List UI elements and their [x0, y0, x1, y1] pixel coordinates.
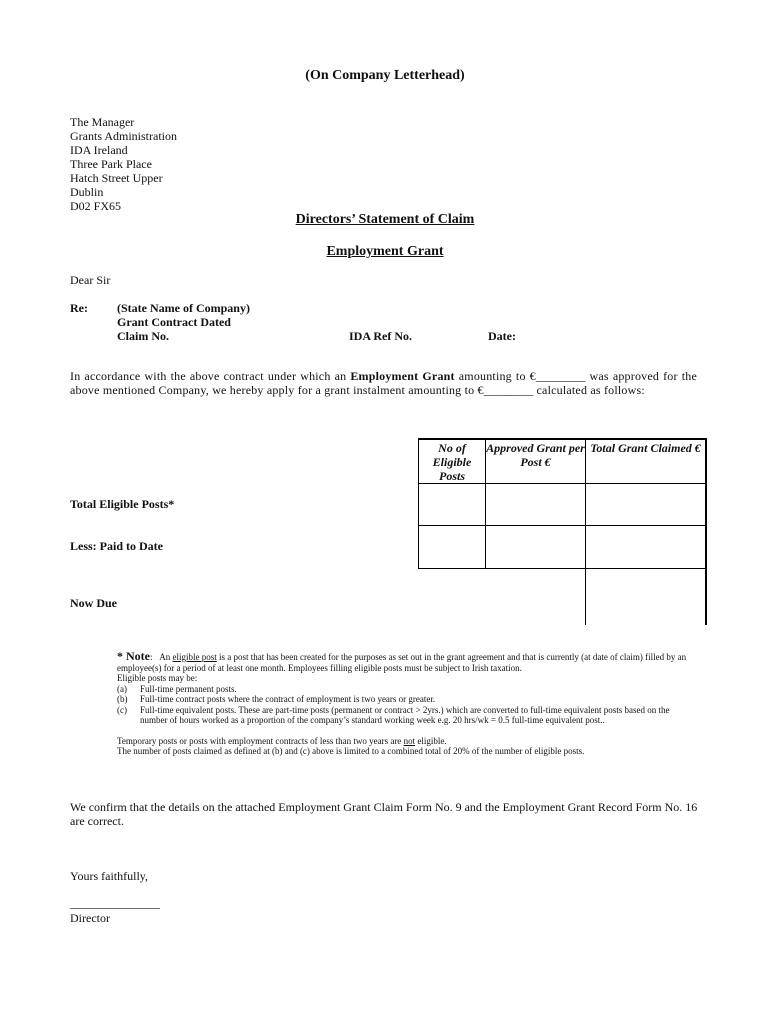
document-title: Directors’ Statement of Claim: [295, 212, 475, 227]
note-temporary-posts: Temporary posts or posts with employment contracts of less than two years are not eligible.: [117, 735, 447, 746]
header-total-grant: Total Grant Claimed €: [586, 439, 707, 484]
note-limit: The number of posts claimed as defined at (b) and (c) above is limited to a combined total of 20% of the number of eligible posts.: [117, 746, 585, 756]
cell-now-due-total[interactable]: [586, 569, 707, 626]
row-label-now-due: Now Due: [70, 596, 117, 610]
confirmation-statement: We confirm that the details on the attached Employment Grant Claim Form No. 9 and the Employment Grant Record Form No. 16 are correct.: [70, 800, 698, 828]
re-block: [117, 301, 250, 343]
recipient-address: [70, 115, 177, 213]
document-subtitle: Employment Grant: [326, 244, 444, 259]
cell-paid-grant-per-post[interactable]: [486, 526, 586, 569]
claim-paragraph: [70, 369, 697, 397]
address-line: Three Park Place: [70, 157, 152, 171]
re-label: Re:: [70, 301, 88, 315]
header-grant-per-post: Approved Grant per Post €: [486, 439, 586, 484]
signature-line[interactable]: _______________: [70, 896, 160, 910]
cell-paid-grant-claimed[interactable]: [586, 526, 707, 569]
address-line: IDA Ireland: [70, 143, 128, 157]
re-company-name: (State Name of Company): [117, 301, 250, 315]
row-label-total-eligible: Total Eligible Posts*: [70, 497, 175, 511]
re-contract-date: Grant Contract Dated: [117, 315, 231, 329]
note-title: * Note: [117, 649, 150, 663]
paragraph-text: In accordance with the above contract under which an: [70, 369, 351, 383]
address-line: The Manager: [70, 115, 135, 129]
cell-total-eligible-posts[interactable]: [419, 484, 486, 526]
letterhead-heading: (On Company Letterhead): [305, 68, 465, 83]
cell-paid-eligible-posts[interactable]: [419, 526, 486, 569]
grant-calculation-table: [418, 438, 707, 625]
header-eligible-posts: No of Eligible Posts: [419, 439, 486, 484]
note-may-be: Eligible posts may be:: [117, 673, 198, 683]
eligible-post-term: eligible post: [172, 652, 217, 662]
date-label: Date:: [488, 329, 516, 343]
paragraph-text: amounting to €________ was approved for the above mentioned Company, we hereby apply for a grant instalment amounting to €________ calculated as follows:: [70, 369, 697, 397]
note-text: An: [159, 652, 173, 662]
address-line: Dublin: [70, 185, 104, 199]
address-line: Grants Administration: [70, 129, 177, 143]
salutation: Dear Sir: [70, 273, 111, 287]
ida-ref-label: IDA Ref No.: [349, 329, 412, 343]
address-line: D02 FX65: [70, 199, 122, 213]
note-text: is a post that has been created for the purposes as set out in the grant agreement and that is currently (at date of claim) filled by an employee(s) for a period of at least one month. Employees filling eligible posts must be subject to Irish taxation.: [117, 652, 687, 673]
signatory-title: Director: [70, 911, 110, 925]
closing: Yours faithfully,: [70, 869, 149, 883]
eligibility-note: * Note: An eligible post is a post that has been created for the purposes as set out in the grant agreement and that is currently (at date of claim) filled by an employee(s) for a period of at least one month. Employees filling eligible posts must be subject to Irish taxation. Eligible posts may be: (a) Full-time permanent posts. (b) Full-time contract posts where the contract of employment is two years or greater. (c) Full-time equivalent posts. These are part-time posts (permanent or contract > 2yrs.) which are converted to full-time equivalent posts based on the number of hours worked as a proportion of the company’s standard working week e.g. 20 hrs/wk = 0.5 full-time equivalent post.. Temporary posts or posts with employment contracts of less than two years are not eligible. The number of posts claimed as defined at (b) and (c) above is limited to a combined total of 20% of the number of eligible posts.: [117, 651, 697, 757]
list-item: (b) Full-time contract posts where the contract of employment is two years or greater.: [117, 694, 436, 704]
re-claim-no: Claim No.: [117, 329, 169, 343]
cell-total-grant-per-post[interactable]: [486, 484, 586, 526]
list-item: (a) Full-time permanent posts.: [117, 683, 237, 694]
list-item: (c) Full-time equivalent posts. These are part-time posts (permanent or contract > 2yrs.) which are converted to full-time equivalent posts based on the number of hours worked as a proportion of the company’s standard working week e.g. 20 hrs/wk = 0.5 full-time equivalent post..: [117, 704, 670, 725]
cell-total-grant-claimed[interactable]: [586, 484, 707, 526]
row-label-paid-to-date: Less: Paid to Date: [70, 539, 163, 553]
paragraph-bold-text: Employment Grant: [350, 369, 455, 383]
address-line: Hatch Street Upper: [70, 171, 163, 185]
